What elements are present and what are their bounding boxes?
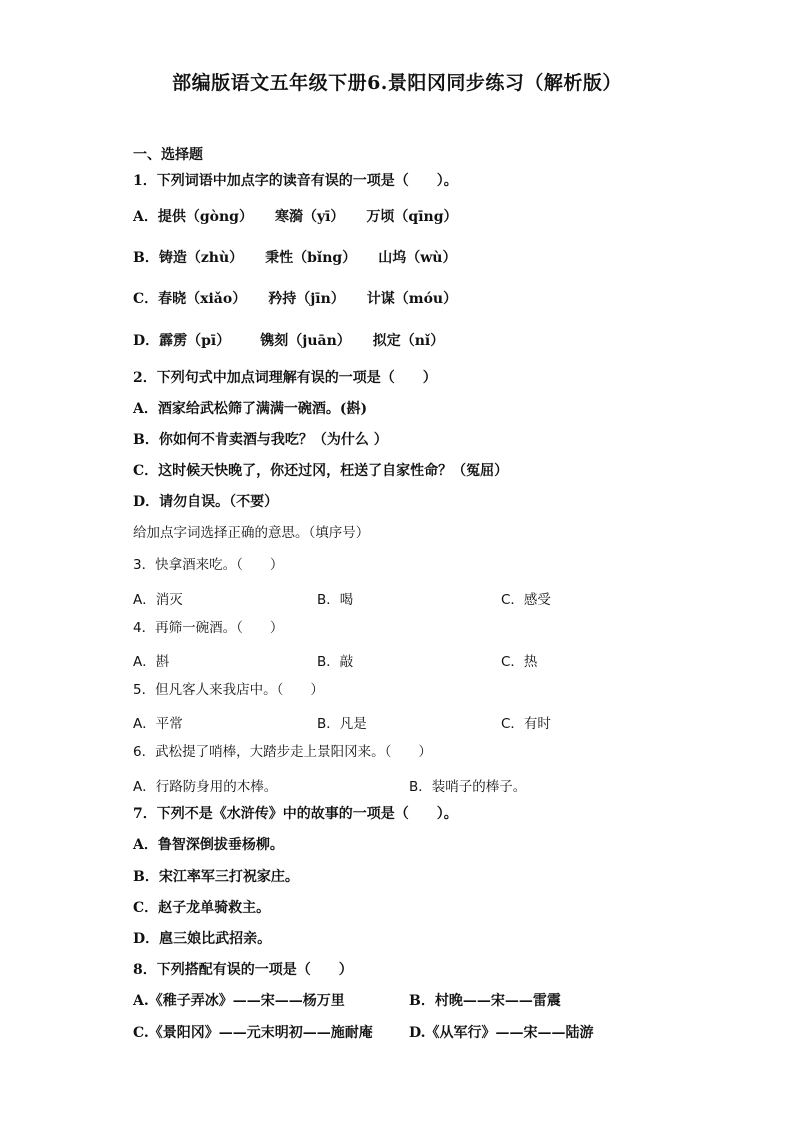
question-1-stem: 1．下列词语中加点字的读音有误的一项是（ ）。 — [133, 173, 458, 189]
question-8-option-d: D.《从军行》——宋——陆游 — [409, 1025, 594, 1041]
question-5-option-b: B．凡是 — [317, 716, 367, 732]
option-a-item-3: 万顷（qīng） — [366, 209, 458, 225]
question-1-option-c — [133, 290, 457, 308]
question-2-option-c: C．这时候天快晚了，你还过冈，枉送了自家性命？（冤屈） — [133, 463, 509, 479]
question-3-option-c: C．感受 — [501, 592, 551, 608]
question-1-option-d — [133, 332, 444, 350]
question-7-option-b: B．宋江率军三打祝家庄。 — [133, 869, 299, 885]
question-8-option-a: A.《稚子弄冰》——宋——杨万里 — [133, 993, 345, 1009]
option-c-item-2: 矜持（jīn） — [268, 291, 345, 307]
question-5-options — [133, 712, 733, 730]
option-c-item-1: C．春晓（xiǎo） — [133, 291, 247, 307]
question-3-option-a: A．消灭 — [133, 592, 183, 608]
question-7-option-d: D．扈三娘比武招亲。 — [133, 931, 272, 947]
document-title: 部编版语文五年级下册6.景阳冈同步练习（解析版） — [172, 72, 622, 94]
question-7-option-c: C．赵子龙单骑救主。 — [133, 900, 271, 916]
section-heading: 一、选择题 — [133, 147, 203, 163]
question-6-options — [133, 775, 733, 793]
option-b-item-2: 秉性（bǐng） — [265, 250, 357, 266]
question-2-option-a: A．酒家给武松筛了满满一碗酒。(斟) — [133, 401, 368, 417]
question-5-option-c: C．有时 — [501, 716, 551, 732]
question-6-option-a: A．行路防身用的木棒。 — [133, 779, 278, 795]
question-2-stem: 2．下列句式中加点词理解有误的一项是（ ） — [133, 370, 437, 386]
option-b-item-1: B．铸造（zhù） — [133, 250, 244, 266]
option-c-item-3: 计谋（móu） — [366, 291, 458, 307]
option-a-item-2: 寒漪（yī） — [274, 209, 345, 225]
question-1-option-a — [133, 208, 458, 226]
option-d-item-2: 镌刻（juān） — [260, 333, 351, 349]
question-3-option-b: B．喝 — [317, 592, 354, 608]
question-3-options — [133, 588, 733, 606]
question-3-stem: 3．快拿酒来吃。（ ） — [133, 557, 284, 573]
question-4-option-a: A．斟 — [133, 654, 170, 670]
question-5-stem: 5．但凡客人来我店中。（ ） — [133, 682, 324, 698]
question-4-options — [133, 650, 733, 668]
option-a-item-1: A．提供（gòng） — [133, 209, 253, 225]
question-2-option-b: B．你如何不肯卖酒与我吃？（为什么 ） — [133, 432, 388, 448]
question-4-option-c: C．热 — [501, 654, 538, 670]
option-d-item-3: 拟定（nǐ） — [372, 333, 445, 349]
question-1-option-b — [133, 249, 456, 267]
option-b-item-3: 山坞（wù） — [378, 250, 457, 266]
question-8-stem: 8．下列搭配有误的一项是（ ） — [133, 962, 353, 978]
question-4-stem: 4．再筛一碗酒。（ ） — [133, 620, 284, 636]
question-4-option-b: B．敲 — [317, 654, 354, 670]
option-d-item-1: D．霹雳（pī） — [133, 333, 231, 349]
question-8-option-c: C.《景阳冈》——元末明初——施耐庵 — [133, 1025, 373, 1041]
question-8-option-b: B．村晚——宋——雷震 — [409, 993, 561, 1009]
question-7-option-a: A．鲁智深倒拔垂杨柳。 — [133, 837, 284, 853]
question-6-option-b: B．装哨子的棒子。 — [409, 779, 527, 795]
question-7-stem: 7．下列不是《水浒传》中的故事的一项是（ ）。 — [133, 806, 458, 822]
question-6-stem: 6．武松提了哨棒，大踏步走上景阳冈来。（ ） — [133, 744, 432, 760]
question-5-option-a: A．平常 — [133, 716, 183, 732]
question-2-option-d: D．请勿自误。（不要） — [133, 494, 279, 510]
instruction-text: 给加点字词选择正确的意思。（填序号） — [133, 525, 370, 541]
